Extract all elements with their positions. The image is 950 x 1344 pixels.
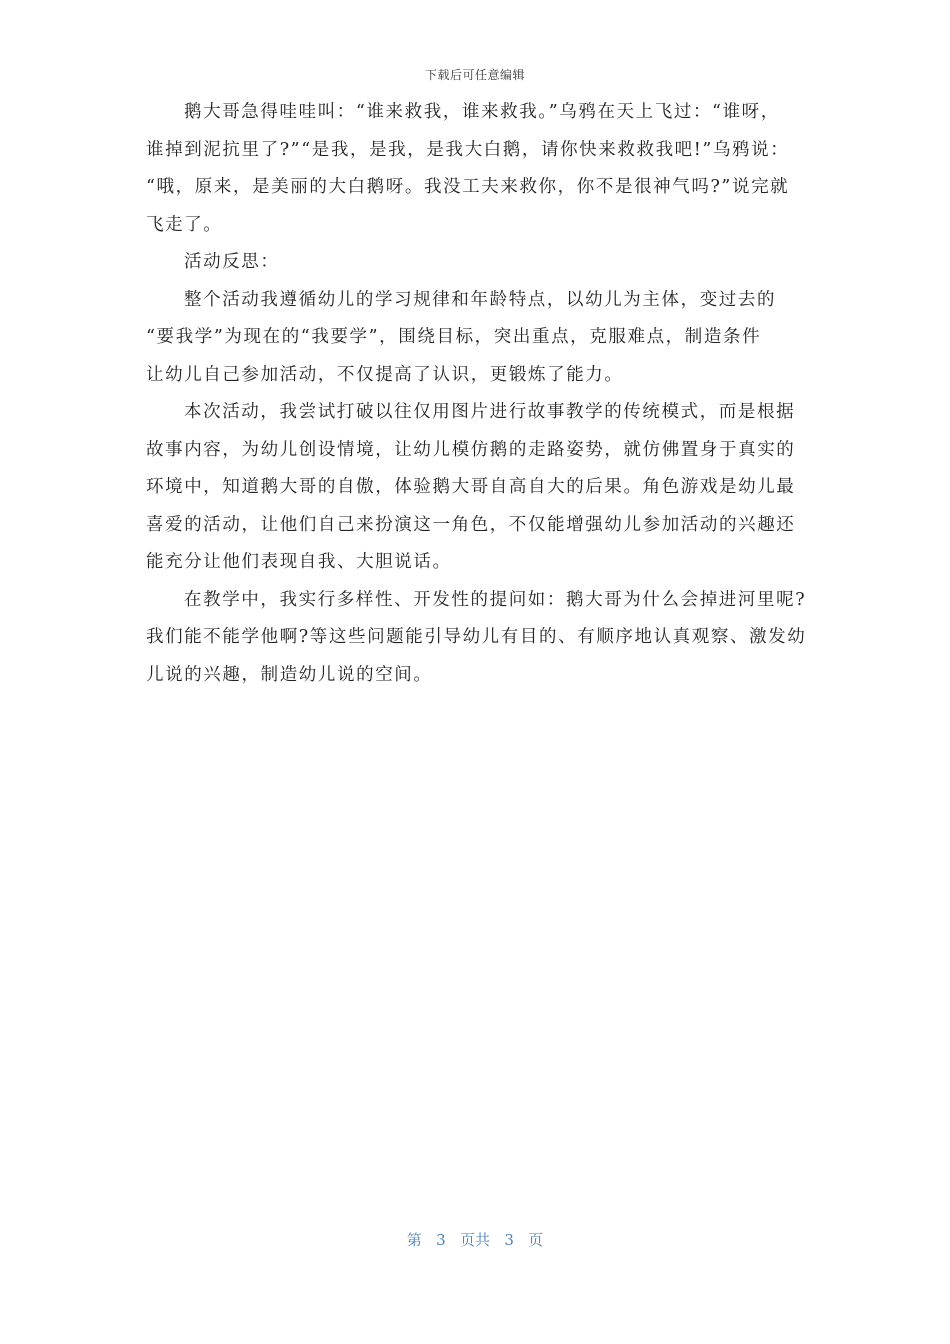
section-heading-reflection — [146, 244, 810, 282]
paragraph-line: 鹅大哥急得哇哇叫：“谁来救我，谁来救我。”乌鸦在天上飞过：“谁呀， — [184, 102, 780, 122]
paragraph-line: 让幼儿自己参加活动，不仅提高了认识，更锻炼了能力。 — [146, 364, 624, 385]
paragraph-line: 我们能不能学他啊?等这些问题能引导幼儿有目的、有顺序地认真观察、激发幼 — [146, 627, 807, 647]
page-footer — [0, 1229, 950, 1250]
footer-middle: 页共 — [459, 1231, 490, 1249]
paragraph-line: 飞走了。 — [146, 214, 223, 235]
paragraph-reflection-1 — [146, 282, 810, 395]
footer-prefix: 第 — [406, 1231, 422, 1249]
paragraph-line: 本次活动，我尝试打破以往仅用图片进行故事教学的传统模式，而是根据 — [184, 402, 796, 422]
paragraph-line: 儿说的兴趣，制造幼儿说的空间。 — [146, 664, 433, 685]
footer-total-pages: 3 — [504, 1231, 514, 1249]
paragraph-line: “要我学”为现在的“我要学”，围绕目标，突出重点，克服难点，制造条件 — [146, 327, 762, 347]
paragraph-story — [146, 94, 810, 244]
paragraph-line: “哦，原来，是美丽的大白鹅呀。我没工夫来救你，你不是很神气吗?”说完就 — [146, 177, 790, 197]
paragraph-line: 喜爱的活动，让他们自己来扮演这一角色，不仅能增强幼儿参加活动的兴趣还 — [146, 514, 796, 535]
footer-suffix: 页 — [528, 1231, 544, 1249]
paragraph-line: 整个活动我遵循幼儿的学习规律和年龄特点，以幼儿为主体，变过去的 — [184, 289, 777, 310]
document-body — [146, 94, 810, 694]
paragraph-line: 故事内容，为幼儿创设情境，让幼儿模仿鹅的走路姿势，就仿佛置身于真实的 — [146, 439, 796, 460]
paragraph-reflection-3 — [146, 582, 810, 695]
paragraph-reflection-2 — [146, 394, 810, 582]
paragraph-line: 在教学中，我实行多样性、开发性的提问如：鹅大哥为什么会掉进河里呢? — [184, 589, 807, 610]
paragraph-line: 能充分让他们表现自我、大胆说话。 — [146, 552, 452, 572]
page-header: 下载后可任意编辑 — [424, 68, 525, 82]
paragraph-line: 谁掉到泥抗里了?”“是我，是我，是我大白鹅，请你快来救救我吧!”乌鸦说： — [146, 139, 790, 160]
paragraph-line: 环境中，知道鹅大哥的自傲，体验鹅大哥自高自大的后果。角色游戏是幼儿最 — [146, 477, 796, 497]
paragraph-line: 活动反思： — [184, 252, 280, 272]
footer-current-page: 3 — [436, 1231, 446, 1249]
